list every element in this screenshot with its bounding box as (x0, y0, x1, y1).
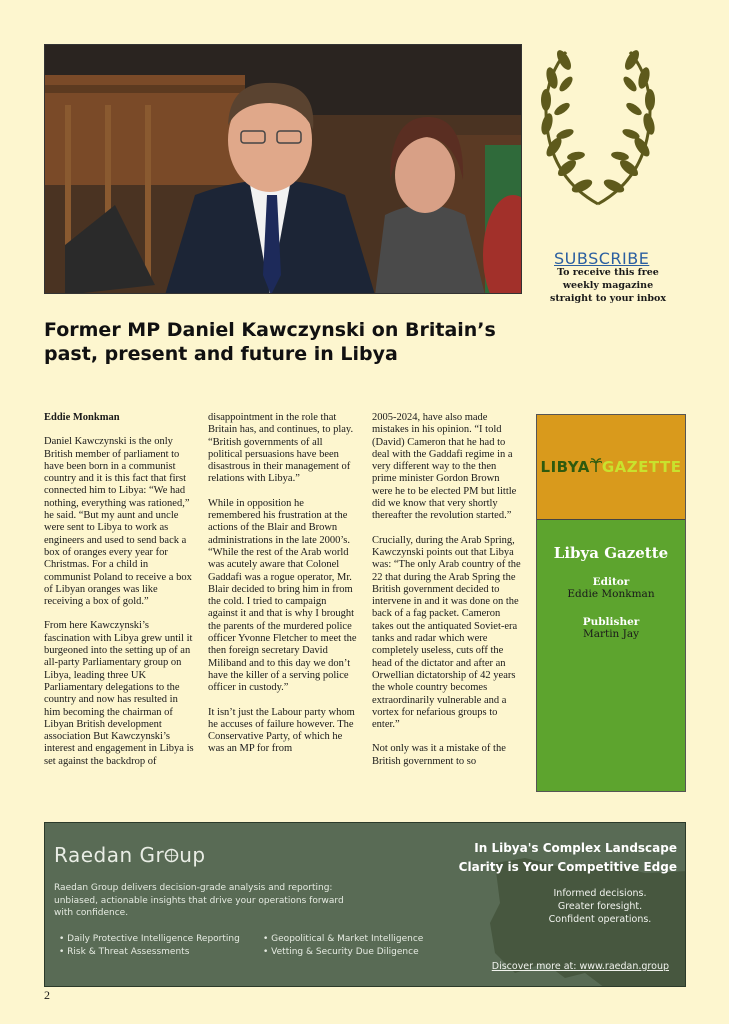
article-photo (44, 44, 522, 294)
masthead-logo-panel (537, 415, 685, 519)
ad-website-link[interactable]: Discover more at: www.raedan.group (491, 961, 669, 972)
masthead-title: Libya Gazette (553, 544, 669, 562)
editor-name: Eddie Monkman (567, 588, 655, 600)
article-byline: Eddie Monkman (44, 412, 120, 423)
masthead-credits (537, 519, 685, 792)
parliament-photo-illustration (45, 45, 522, 294)
article-column-1 (44, 412, 194, 780)
ad-service-item: • Risk & Threat Assessments (59, 946, 190, 957)
raedan-brand-name (54, 843, 206, 867)
ad-tagline-line: In Libya's Complex Landscape (474, 841, 677, 855)
editor-label: Editor (592, 576, 630, 588)
article-paragraph: Not only was it a mistake of the British government to so (372, 743, 506, 767)
subscribe-box (536, 44, 686, 304)
ad-services-right (263, 933, 423, 958)
article-paragraph: From here Kawczynski’s fascination with Libya grew until it burgeoned into the setting up of an all-party Parliamentary group on Libya, leading three UK Parliamentary delegations to the country and now has resulted in him becoming the chairman of Libyan British development association But Kawczynski’s interest and engagement in Libya is set against the backdrop of (44, 620, 194, 767)
ad-value-item: Informed decisions. (553, 888, 647, 899)
logo-text-gazette: GAZETTE (601, 458, 682, 476)
article-paragraph: While in opposition he remembered his frustration at the actions of the Blair and Brown administrations in the late 2000’s. “While the rest of the Arab world was acutely aware that Colonel Gaddafi was a rogue operator, Mr. Blair decided to bring him in from the cold. I tried to campaign against it and that is why I brought the parents of the murdered police officer Yvonne Fletcher to meet the then foreign secretary David Miliband and to this day we don’t have the killer of a serving police officer in custody.” (208, 497, 357, 694)
ad-service-item: • Geopolitical & Market Intelligence (263, 934, 424, 944)
palm-tree-icon (590, 458, 602, 472)
subscribe-link[interactable]: SUBSCRIBE (554, 249, 650, 268)
ad-service-item: • Vetting & Security Due Diligence (263, 946, 419, 957)
publisher-name: Martin Jay (582, 628, 640, 640)
ad-description: Raedan Group delivers decision-grade analysis and reporting: unbiased, actionable insights that drive your operations forward with confidence. (54, 883, 344, 918)
ad-tagline (437, 839, 677, 877)
publisher-label: Publisher (582, 616, 640, 628)
ad-value-statements (525, 887, 675, 926)
ad-tagline-line: Clarity is Your Competitive Edge (458, 860, 677, 874)
ad-value-item: Greater foresight. (557, 901, 643, 912)
ad-services-left (59, 933, 240, 958)
brand-text: up (179, 843, 206, 867)
globe-o-icon (164, 848, 179, 863)
page-number: 2 (44, 988, 50, 1002)
subscribe-note: To receive this free weekly magazine straight to your inbox (549, 267, 667, 304)
article-paragraph: 2005-2024, have also made mistakes in his opinion. “I told (David) Cameron that he had to deal with the Gaddafi regime in a very different way to the then prime minister Gordon Brown were he to be elected PM but little did we know that very shortly thereafter the revolution started.” (372, 412, 517, 522)
article-paragraph: disappointment in the role that Britain has, and continues, to play. “British governments of all political persuasions have been disastrous in their management of relations with Libya.” (208, 412, 354, 485)
article-headline: Former MP Daniel Kawczynski on Britain’s past, present and future in Libya (44, 319, 496, 365)
ad-value-item: Confident operations. (548, 914, 652, 925)
logo-text-libya: LIBYA (540, 458, 590, 476)
libya-gazette-logo (541, 458, 682, 476)
brand-text: Raedan Gr (54, 843, 165, 867)
article-column-2 (208, 412, 358, 768)
article-paragraph: Crucially, during the Arab Spring, Kawczynski points out that Libya was: “The only Arab country of the 22 that during the Arab Spring the British government decided to intervene in and it was done on the back of a fag packet. Cameron takes out the antiquated Soviet-era tanks and radar which were completely useless, cuts off the head of the dictator and after an Orwellian dictatorship of 42 years the whole country becomes extraordinarily vulnerable and a vortex for nefarious groups to enter.” (372, 534, 521, 731)
article-paragraph: Daniel Kawczynski is the only British member of parliament to have been born in a communist country and it is this fact that first connected him to Libya: “We had nothing, everything was rationed,” he said. “But my aunt and uncle were sent to Libya to work as engineers and used to send back a box of oranges every year for Christmas. For a child in communist Poland to receive a box of Libyan oranges was like receiving a box of gold.” (44, 436, 192, 608)
article-paragraph: It isn’t just the Labour party whom he accuses of failure however. The Conservative Party, of which he was an MP for from (208, 706, 355, 755)
laurel-wreath-icon (536, 44, 660, 212)
raedan-advertisement (44, 822, 686, 987)
ad-service-item: • Daily Protective Intelligence Reporting (59, 934, 240, 944)
masthead-sidebar (536, 414, 686, 792)
article-column-3 (372, 412, 522, 780)
